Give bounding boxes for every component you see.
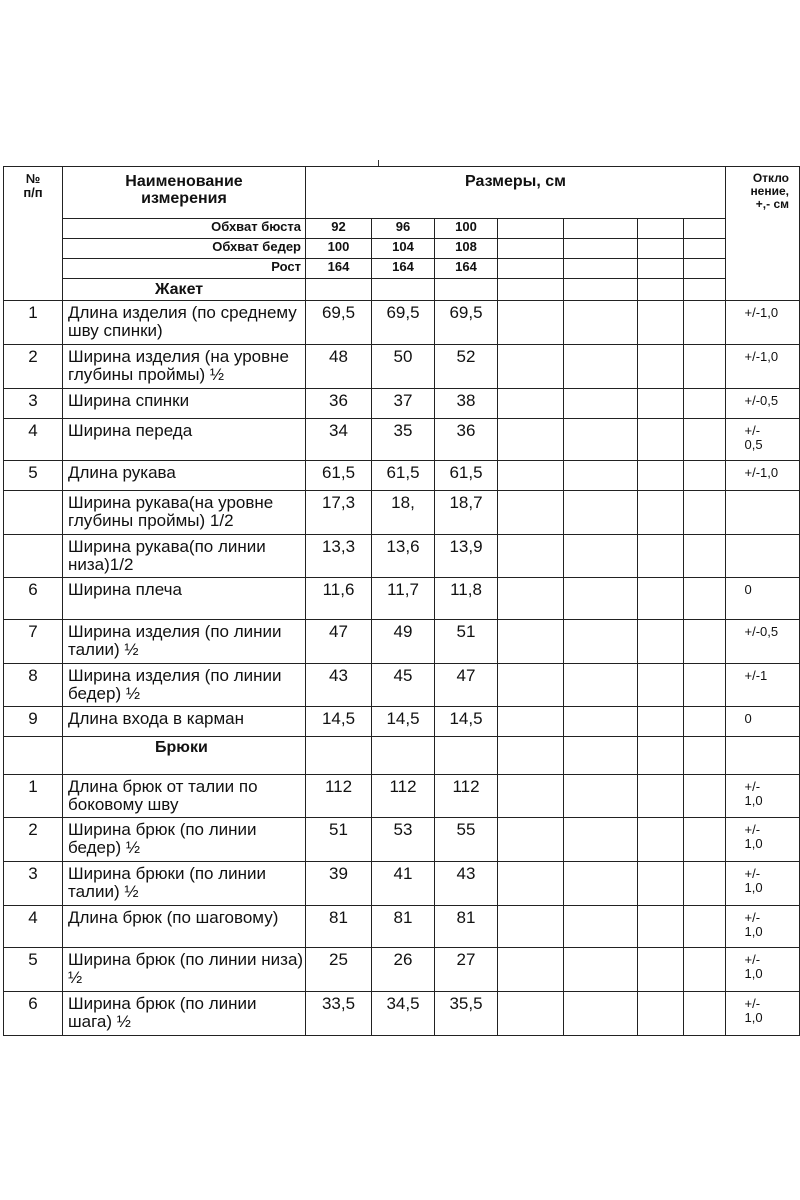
empty-cell <box>498 775 564 818</box>
size-value: 14,5 <box>372 707 435 737</box>
empty-cell <box>684 279 726 301</box>
empty-cell <box>638 620 684 664</box>
measure-row <box>4 239 800 259</box>
empty-cell <box>638 818 684 862</box>
measurement-name: Длина рукава <box>63 461 306 491</box>
size-value: 112 <box>306 775 372 818</box>
sizes-column-header: Размеры, см <box>306 167 726 219</box>
empty-cell <box>684 578 726 620</box>
size-value: 13,3 <box>306 535 372 578</box>
tolerance-value: +/- 0,5 <box>744 423 763 453</box>
row-number: 3 <box>4 389 63 419</box>
empty-cell <box>498 345 564 389</box>
row-number: 5 <box>4 461 63 491</box>
tolerance-cell <box>726 775 800 818</box>
size-value: 45 <box>372 664 435 707</box>
size-value: 51 <box>435 620 498 664</box>
row-number: 3 <box>4 862 63 906</box>
row-number: 6 <box>4 578 63 620</box>
size-value: 48 <box>306 345 372 389</box>
name-column-header: Наименование измерения <box>63 167 306 219</box>
measurement-name: Ширина спинки <box>63 389 306 419</box>
row-number: 4 <box>4 419 63 461</box>
table-row <box>4 862 800 906</box>
size-value: 112 <box>435 775 498 818</box>
measure-value: 100 <box>306 239 372 259</box>
measure-row <box>4 259 800 279</box>
row-number: 9 <box>4 707 63 737</box>
size-value: 36 <box>435 419 498 461</box>
table-row <box>4 620 800 664</box>
empty-cell <box>638 578 684 620</box>
size-value: 43 <box>306 664 372 707</box>
empty-cell <box>498 389 564 419</box>
tolerance-value: +/- 1,0 <box>744 952 763 982</box>
size-value: 81 <box>306 906 372 948</box>
table-row <box>4 461 800 491</box>
empty-cell <box>372 279 435 301</box>
measure-value: 164 <box>372 259 435 279</box>
empty-cell <box>638 389 684 419</box>
empty-cell <box>498 818 564 862</box>
measurement-name: Ширина брюк (по линии бедер) ½ <box>63 818 306 862</box>
size-value: 14,5 <box>306 707 372 737</box>
measure-label: Рост <box>63 259 306 279</box>
table-row <box>4 775 800 818</box>
size-value: 39 <box>306 862 372 906</box>
measurement-name: Длина брюк (по шаговому) <box>63 906 306 948</box>
tolerance-value: 0 <box>744 582 752 597</box>
tolerance-value: +/-0,5 <box>744 624 779 639</box>
tolerance-value: +/-1,0 <box>744 349 779 364</box>
empty-cell <box>684 419 726 461</box>
measure-row <box>4 219 800 239</box>
empty-cell <box>498 491 564 535</box>
table-row <box>4 707 800 737</box>
empty-cell <box>684 535 726 578</box>
empty-cell <box>638 906 684 948</box>
empty-cell <box>638 737 684 775</box>
table-row <box>4 818 800 862</box>
size-value: 13,6 <box>372 535 435 578</box>
section-title: Жакет <box>63 279 306 301</box>
table-row <box>4 389 800 419</box>
tolerance-value: +/- 1,0 <box>744 822 763 852</box>
tolerance-cell <box>726 301 800 345</box>
empty-cell <box>498 948 564 992</box>
empty-cell <box>638 491 684 535</box>
tolerance-value: 0 <box>744 711 752 726</box>
measurement-name: Длина изделия (по среднему шву спинки) <box>63 301 306 345</box>
size-value: 26 <box>372 948 435 992</box>
empty-cell <box>498 219 564 239</box>
size-value: 112 <box>372 775 435 818</box>
empty-cell <box>498 259 564 279</box>
empty-cell <box>638 239 684 259</box>
empty-cell <box>564 535 638 578</box>
tolerance-cell <box>726 461 800 491</box>
size-value: 47 <box>435 664 498 707</box>
empty-cell <box>564 775 638 818</box>
empty-cell <box>564 992 638 1036</box>
size-value: 53 <box>372 818 435 862</box>
empty-cell <box>498 620 564 664</box>
empty-cell <box>498 906 564 948</box>
size-value: 69,5 <box>435 301 498 345</box>
empty-cell <box>564 737 638 775</box>
size-value: 69,5 <box>306 301 372 345</box>
number-column-header: № п/п <box>4 167 63 301</box>
empty-cell <box>564 279 638 301</box>
measurement-name: Ширина рукава(по линии низа)1/2 <box>63 535 306 578</box>
empty-cell <box>498 707 564 737</box>
empty-cell <box>498 461 564 491</box>
table-row <box>4 419 800 461</box>
size-value: 43 <box>435 862 498 906</box>
measure-value: 108 <box>435 239 498 259</box>
empty-cell <box>564 419 638 461</box>
size-value: 25 <box>306 948 372 992</box>
measurement-name: Ширина изделия (на уровне глубины проймы) ½ <box>63 345 306 389</box>
measurement-name: Ширина изделия (по линии бедер) ½ <box>63 664 306 707</box>
section-row <box>4 279 800 301</box>
tolerance-cell <box>726 345 800 389</box>
size-value: 37 <box>372 389 435 419</box>
row-number: 6 <box>4 992 63 1036</box>
empty-cell <box>564 219 638 239</box>
measurement-name: Длина входа в карман <box>63 707 306 737</box>
size-value: 61,5 <box>435 461 498 491</box>
empty-cell <box>638 419 684 461</box>
tolerance-cell <box>726 491 800 535</box>
tolerance-cell <box>726 578 800 620</box>
table-row <box>4 664 800 707</box>
empty-cell <box>684 707 726 737</box>
tolerance-cell <box>726 389 800 419</box>
table-row <box>4 491 800 535</box>
section-row <box>4 737 800 775</box>
row-number: 7 <box>4 620 63 664</box>
size-value: 47 <box>306 620 372 664</box>
row-number: 5 <box>4 948 63 992</box>
empty-cell <box>638 948 684 992</box>
size-value: 35,5 <box>435 992 498 1036</box>
tolerance-value: +/-1 <box>744 668 768 683</box>
tolerance-value: +/-1,0 <box>744 465 779 480</box>
empty-cell <box>638 461 684 491</box>
empty-cell <box>684 906 726 948</box>
empty-cell <box>638 219 684 239</box>
empty-cell <box>564 389 638 419</box>
empty-cell <box>684 219 726 239</box>
size-value: 52 <box>435 345 498 389</box>
tolerance-cell <box>726 992 800 1036</box>
empty-cell <box>564 578 638 620</box>
table-row <box>4 992 800 1036</box>
table-row <box>4 535 800 578</box>
measure-label: Обхват бедер <box>63 239 306 259</box>
measure-value: 104 <box>372 239 435 259</box>
size-value: 41 <box>372 862 435 906</box>
measurement-name: Длина брюк от талии по боковому шву <box>63 775 306 818</box>
empty-cell <box>564 707 638 737</box>
size-value: 38 <box>435 389 498 419</box>
empty-cell <box>498 419 564 461</box>
size-value: 34 <box>306 419 372 461</box>
tolerance-cell <box>726 535 800 578</box>
size-value: 69,5 <box>372 301 435 345</box>
table-row <box>4 906 800 948</box>
empty-cell <box>564 491 638 535</box>
size-value: 36 <box>306 389 372 419</box>
empty-cell <box>564 345 638 389</box>
empty-cell <box>684 992 726 1036</box>
empty-cell <box>638 301 684 345</box>
empty-cell <box>684 737 726 775</box>
empty-cell <box>564 664 638 707</box>
empty-cell <box>684 620 726 664</box>
tolerance-value: +/- 1,0 <box>744 779 763 809</box>
tolerance-column-header: Откло нение, +,- см <box>726 167 800 301</box>
empty-cell <box>684 301 726 345</box>
empty-cell <box>372 737 435 775</box>
empty-cell <box>564 301 638 345</box>
empty-cell <box>306 279 372 301</box>
empty-cell <box>498 535 564 578</box>
row-number <box>4 491 63 535</box>
table-row <box>4 948 800 992</box>
empty-cell <box>498 992 564 1036</box>
size-value: 27 <box>435 948 498 992</box>
size-value: 35 <box>372 419 435 461</box>
measurement-name: Ширина брюк (по линии низа) ½ <box>63 948 306 992</box>
measure-value: 92 <box>306 219 372 239</box>
measure-value: 96 <box>372 219 435 239</box>
empty-cell <box>564 620 638 664</box>
measurement-name: Ширина изделия (по линии талии) ½ <box>63 620 306 664</box>
measure-label: Обхват бюста <box>63 219 306 239</box>
size-value: 51 <box>306 818 372 862</box>
row-number: 1 <box>4 775 63 818</box>
size-value: 17,3 <box>306 491 372 535</box>
empty-cell <box>638 664 684 707</box>
table-row <box>4 578 800 620</box>
empty-cell <box>684 345 726 389</box>
empty-cell <box>564 948 638 992</box>
tolerance-cell <box>726 620 800 664</box>
size-value: 50 <box>372 345 435 389</box>
size-value: 34,5 <box>372 992 435 1036</box>
row-number: 8 <box>4 664 63 707</box>
measure-value: 100 <box>435 219 498 239</box>
size-value: 13,9 <box>435 535 498 578</box>
empty-cell <box>498 279 564 301</box>
empty-cell <box>638 535 684 578</box>
empty-cell <box>435 737 498 775</box>
size-value: 81 <box>372 906 435 948</box>
empty-cell <box>638 775 684 818</box>
empty-cell <box>498 301 564 345</box>
size-value: 14,5 <box>435 707 498 737</box>
tolerance-cell <box>726 906 800 948</box>
empty-cell <box>564 461 638 491</box>
empty-cell <box>638 862 684 906</box>
row-number <box>4 535 63 578</box>
measurement-name: Ширина переда <box>63 419 306 461</box>
tolerance-value: +/- 1,0 <box>744 910 763 940</box>
size-value: 49 <box>372 620 435 664</box>
table-body <box>4 167 800 1036</box>
empty-cell <box>684 775 726 818</box>
measurement-name: Ширина рукава(на уровне глубины проймы) 1/2 <box>63 491 306 535</box>
empty-cell <box>684 239 726 259</box>
tolerance-value: +/-1,0 <box>744 305 779 320</box>
empty-cell <box>564 862 638 906</box>
empty-cell <box>684 948 726 992</box>
empty-cell <box>564 239 638 259</box>
row-number: 2 <box>4 345 63 389</box>
empty-cell <box>684 818 726 862</box>
empty-cell <box>684 491 726 535</box>
measurement-name: Ширина брюки (по линии талии) ½ <box>63 862 306 906</box>
empty-cell <box>638 345 684 389</box>
size-value: 11,8 <box>435 578 498 620</box>
empty-cell <box>638 992 684 1036</box>
empty-cell <box>638 279 684 301</box>
size-value: 55 <box>435 818 498 862</box>
empty-cell <box>564 259 638 279</box>
empty-cell <box>564 906 638 948</box>
empty-cell <box>684 664 726 707</box>
empty-cell <box>498 664 564 707</box>
size-value: 61,5 <box>306 461 372 491</box>
empty-cell <box>435 279 498 301</box>
empty-cell <box>498 239 564 259</box>
empty-cell <box>684 389 726 419</box>
measurement-name: Ширина плеча <box>63 578 306 620</box>
row-number: 4 <box>4 906 63 948</box>
empty-cell <box>684 461 726 491</box>
empty-cell <box>638 707 684 737</box>
tolerance-cell <box>726 948 800 992</box>
table-row <box>4 345 800 389</box>
measure-value: 164 <box>435 259 498 279</box>
tolerance-value: +/- 1,0 <box>744 866 763 896</box>
size-value: 11,7 <box>372 578 435 620</box>
row-number: 2 <box>4 818 63 862</box>
empty-cell <box>638 259 684 279</box>
size-value: 18, <box>372 491 435 535</box>
size-value: 11,6 <box>306 578 372 620</box>
header-row <box>4 167 800 219</box>
row-number: 1 <box>4 301 63 345</box>
empty-cell <box>684 862 726 906</box>
tolerance-cell <box>726 862 800 906</box>
empty-cell <box>498 862 564 906</box>
size-value: 81 <box>435 906 498 948</box>
tolerance-cell <box>726 707 800 737</box>
tolerance-cell <box>726 419 800 461</box>
section-title: Брюки <box>63 737 306 775</box>
size-value: 18,7 <box>435 491 498 535</box>
size-value: 61,5 <box>372 461 435 491</box>
empty-cell <box>726 737 800 775</box>
measure-value: 164 <box>306 259 372 279</box>
empty-cell <box>684 259 726 279</box>
tolerance-value: +/-0,5 <box>744 393 779 408</box>
empty-cell <box>4 737 63 775</box>
size-spec-table <box>3 166 800 1036</box>
table-row <box>4 301 800 345</box>
size-value: 33,5 <box>306 992 372 1036</box>
tolerance-cell <box>726 664 800 707</box>
empty-cell <box>498 578 564 620</box>
empty-cell <box>498 737 564 775</box>
tolerance-value: +/- 1,0 <box>744 996 763 1026</box>
empty-cell <box>564 818 638 862</box>
empty-cell <box>306 737 372 775</box>
tolerance-cell <box>726 818 800 862</box>
measurement-name: Ширина брюк (по линии шага) ½ <box>63 992 306 1036</box>
